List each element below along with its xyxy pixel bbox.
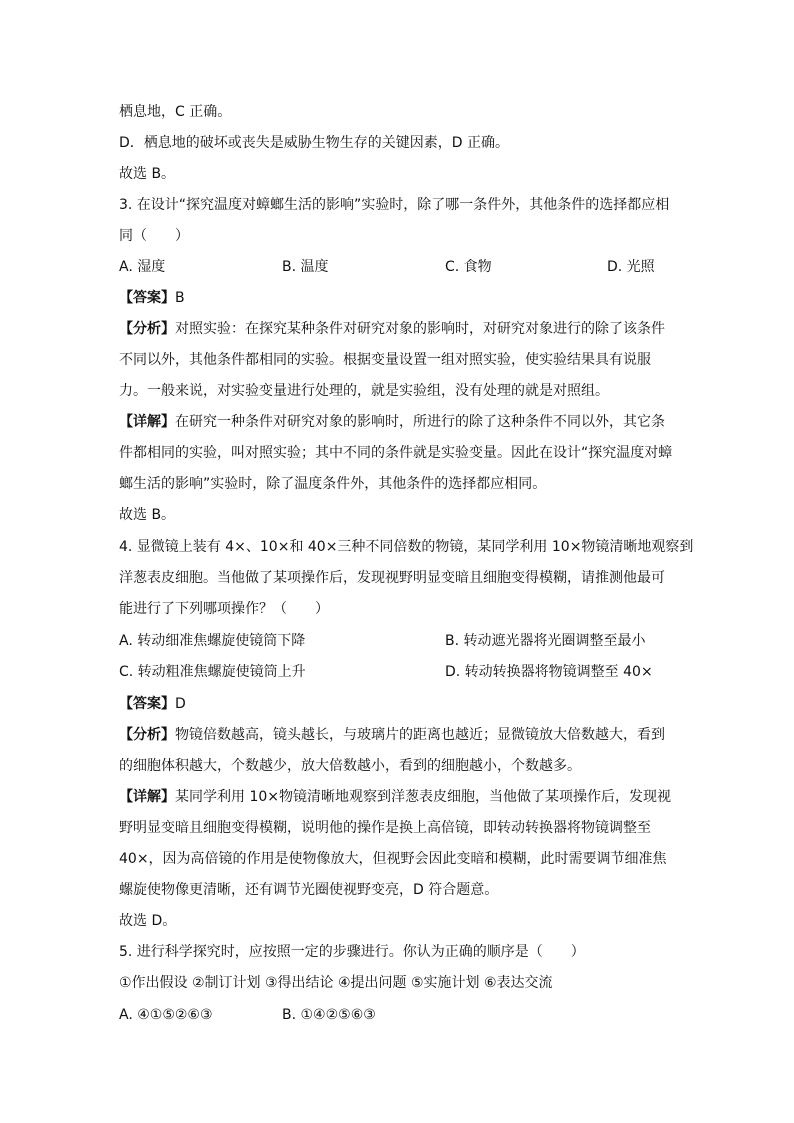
q5-option-a: A. ④①⑤②⑥③: [119, 1007, 213, 1023]
q3-option-b: B. 温度: [282, 259, 329, 275]
q4-option-a: A. 转动细准焦螺旋使镜筒下降: [119, 633, 306, 649]
q3-answer: [119, 288, 185, 308]
analysis-tag: 【分析】: [119, 321, 175, 337]
answer-tag: 【答案】: [119, 696, 175, 712]
detail-tag: 【详解】: [119, 789, 175, 805]
text-line: 力。一般来说，对实验变量进行处理的，就是实验组，没有处理的就是对照组。: [119, 383, 609, 399]
detail-text: 在研究一种条件对研究对象的影响时，所进行的除了这种条件不同以外，其它条: [175, 414, 665, 430]
question-5-steps: ①作出假设 ②制订计划 ③得出结论 ④提出问题 ⑤实施计划 ⑥表达交流: [119, 975, 553, 991]
q4-detail: [119, 787, 671, 807]
text-line: 故选 B。: [119, 507, 176, 523]
q4-answer: [119, 694, 186, 714]
q3-option-d: D. 光照: [607, 259, 655, 275]
question-4-stem: 能进行了下列哪项操作？（ ）: [119, 601, 329, 617]
text-line: 螂生活的影响”实验时，除了温度条件外，其他条件的选择都应相同。: [119, 476, 547, 492]
detail-tag: 【详解】: [119, 414, 175, 430]
question-4-stem: 洋葱表皮细胞。当他做了某项操作后，发现视野明显变暗且细胞变得模糊，请推测他最可: [119, 570, 665, 586]
answer-value: D: [175, 696, 186, 712]
q4-option-c: C. 转动粗准焦螺旋使镜筒上升: [119, 664, 306, 680]
question-3-stem: 同（ ）: [119, 228, 189, 244]
text-line: 故选 B。: [119, 166, 176, 182]
text-line: 件都相同的实验，叫对照实验；其中不同的条件就是实验变量。因此在设计“探究温度对蟑: [119, 445, 673, 461]
text-line: 40×，因为高倍镜的作用是使物像放大，但视野会因此变暗和模糊，此时需要调节细准焦: [119, 851, 667, 867]
answer-value: B: [175, 290, 185, 306]
q4-option-b: B. 转动遮光器将光圈调整至最小: [445, 633, 646, 649]
q4-analysis: [119, 725, 665, 745]
q3-analysis: [119, 319, 665, 339]
text-line: 栖息地，C 正确。: [119, 104, 232, 120]
question-5-stem: 5. 进行科学探究时，应按照一定的步骤进行。你认为正确的顺序是（ ）: [119, 944, 585, 960]
q5-option-b: B. ①④②⑤⑥③: [282, 1007, 376, 1023]
analysis-text: 物镜倍数越高，镜头越长，与玻璃片的距离也越近；显微镜放大倍数越大，看到: [175, 727, 665, 743]
analysis-tag: 【分析】: [119, 727, 175, 743]
q3-option-c: C. 食物: [445, 259, 492, 275]
answer-tag: 【答案】: [119, 290, 175, 306]
text-line: 不同以外，其他条件都相同的实验。根据变量设置一组对照实验，使实验结果具有说服: [119, 352, 651, 368]
text-line: D．栖息地的破坏或丧失是威胁生物生存的关键因素，D 正确。: [119, 135, 510, 151]
text-line: 故选 D。: [119, 913, 177, 929]
question-3-stem: 3. 在设计“探究温度对蟑螂生活的影响”实验时，除了哪一条件外，其他条件的选择都应相: [119, 197, 670, 213]
detail-text: 某同学利用 10×物镜清晰地观察到洋葱表皮细胞，当他做了某项操作后，发现视: [175, 789, 671, 805]
q3-option-a: A. 湿度: [119, 259, 166, 275]
text-line: 的细胞体积越大，个数越少，放大倍数越小，看到的细胞越小，个数越多。: [119, 758, 581, 774]
text-line: 野明显变暗且细胞变得模糊，说明他的操作是换上高倍镜，即转动转换器将物镜调整至: [119, 820, 651, 836]
analysis-text: 对照实验：在探究某种条件对研究对象的影响时，对研究对象进行的除了该条件: [175, 321, 665, 337]
text-line: 螺旋使物像更清晰，还有调节光圈使视野变亮，D 符合题意。: [119, 882, 499, 898]
q3-detail: [119, 412, 665, 432]
q4-option-d: D. 转动转换器将物镜调整至 40×: [445, 664, 653, 680]
question-4-stem: 4. 显微镜上装有 4×、10×和 40×三种不同倍数的物镜，某同学利用 10×物镜清晰地观察到: [119, 539, 694, 555]
